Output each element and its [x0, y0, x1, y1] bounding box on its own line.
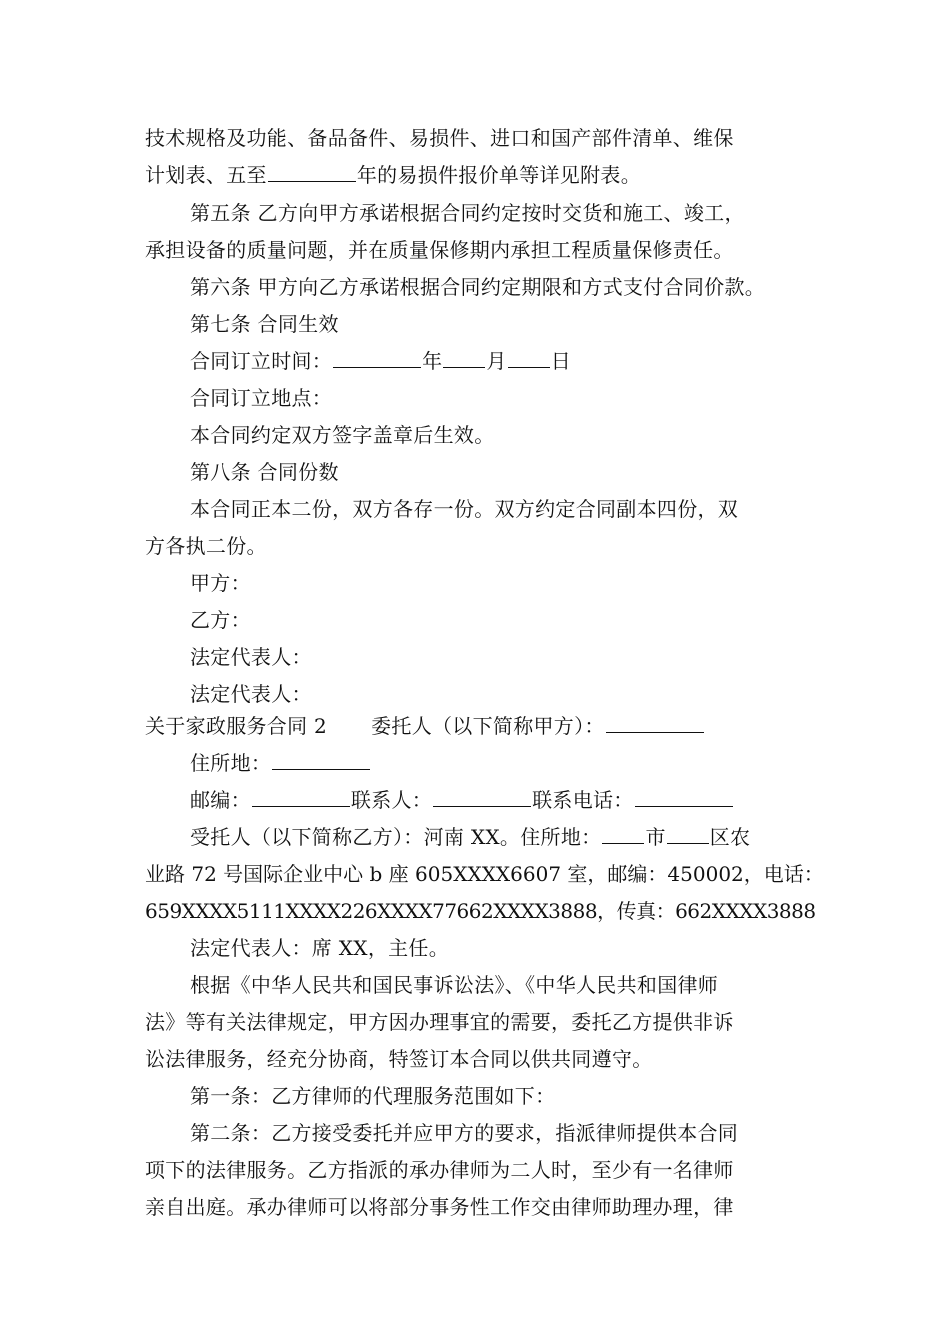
text: 本合同约定双方签字盖章后生效。 — [190, 423, 495, 447]
text-line — [190, 349, 571, 373]
text-line — [145, 1158, 734, 1182]
fill-blank — [268, 163, 356, 182]
text: 业路 72 号国际企业中心 b 座 605XXXX6607 室，邮编：450002，电话： — [145, 862, 824, 886]
text: 方各执二份。 — [145, 534, 267, 558]
text-line — [190, 973, 718, 997]
text-line — [190, 608, 251, 632]
fill-blank — [667, 825, 709, 844]
text: 住所地： — [190, 751, 272, 775]
text: 第七条 合同生效 — [190, 312, 339, 336]
text: 第二条：乙方接受委托并应甲方的要求，指派律师提供本合同 — [190, 1121, 739, 1145]
fill-blank — [433, 788, 531, 807]
text-line — [190, 1084, 555, 1108]
text: 本合同正本二份，双方各存一份。双方约定合同副本四份，双 — [190, 497, 739, 521]
text: 市 — [645, 825, 666, 849]
text-line — [145, 126, 734, 150]
text: 承担设备的质量问题，并在质量保修期内承担工程质量保修责任。 — [145, 238, 734, 262]
text: 合同订立时间： — [190, 349, 333, 373]
text: 合同订立地点： — [190, 386, 333, 410]
text: 月 — [486, 349, 507, 373]
text: 法定代表人：席 XX，主任。 — [190, 936, 450, 960]
text-line — [190, 825, 750, 849]
text-line — [145, 1010, 734, 1034]
text: 第一条：乙方律师的代理服务范围如下： — [190, 1084, 556, 1108]
text-line — [145, 862, 824, 886]
text: 亲自出庭。承办律师可以将部分事务性工作交由律师助理办理，律 — [145, 1195, 734, 1219]
document-title: 关于家政服务合同 2 — [145, 714, 328, 738]
text: 根据《中华人民共和国民事诉讼法》、《中华人民共和国律师 — [190, 973, 719, 997]
text-line — [145, 1195, 734, 1219]
text: 计划表、五至 — [145, 163, 267, 187]
text-line — [145, 1047, 653, 1071]
text: 受托人（以下简称乙方）：河南 XX。住所地： — [190, 825, 602, 849]
text-line — [190, 751, 371, 775]
text: 技术规格及功能、备品备件、易损件、进口和国产部件清单、维保 — [145, 126, 734, 150]
text: 邮编： — [190, 788, 251, 812]
fill-blank — [272, 751, 370, 770]
text-line — [190, 682, 312, 706]
text-line — [190, 201, 745, 225]
text: 委托人（以下简称甲方）： — [371, 714, 605, 738]
text: 659XXXX5111XXXX226XXXX77662XXXX3888，传真：662XXXX3888 — [145, 899, 816, 923]
text-line — [190, 275, 765, 299]
section-heading — [190, 312, 339, 336]
text: 第六条 甲方向乙方承诺根据合同约定期限和方式支付合同价款。 — [190, 275, 766, 299]
text: 法定代表人： — [190, 682, 312, 706]
text: 年的易损件报价单等详见附表。 — [356, 163, 642, 187]
text-line — [145, 163, 641, 187]
text-line — [190, 936, 449, 960]
fill-blank — [333, 349, 421, 368]
text-line — [145, 534, 267, 558]
section-heading — [190, 460, 339, 484]
fill-blank — [443, 349, 485, 368]
fill-blank — [602, 825, 644, 844]
text: 联系电话： — [532, 788, 634, 812]
text-line — [190, 423, 495, 447]
text: 讼法律服务，经充分协商，特签订本合同以供共同遵守。 — [145, 1047, 653, 1071]
text-line — [190, 386, 332, 410]
text: 区农 — [709, 825, 751, 849]
text: 日 — [550, 349, 572, 373]
text: 项下的法律服务。乙方指派的承办律师为二人时，至少有一名律师 — [145, 1158, 734, 1182]
fill-blank — [508, 349, 550, 368]
text-line — [190, 497, 738, 521]
text: 年 — [422, 349, 443, 373]
fill-blank — [606, 714, 704, 733]
text-line — [145, 238, 734, 262]
fill-blank — [635, 788, 733, 807]
text: 第八条 合同份数 — [190, 460, 339, 484]
text: 乙方： — [190, 608, 251, 632]
text: 甲方： — [190, 571, 251, 595]
text: 第五条 乙方向甲方承诺根据合同约定按时交货和施工、竣工， — [190, 201, 745, 225]
text-line — [145, 899, 816, 923]
text-line — [190, 645, 312, 669]
text-line — [145, 714, 705, 738]
text: 法定代表人： — [190, 645, 312, 669]
text: 联系人： — [350, 788, 433, 812]
text-line — [190, 788, 734, 812]
text-line — [190, 1121, 738, 1145]
fill-blank — [252, 788, 350, 807]
text-line — [190, 571, 251, 595]
text: 法》等有关法律规定，甲方因办理事宜的需要，委托乙方提供非诉 — [145, 1010, 734, 1034]
